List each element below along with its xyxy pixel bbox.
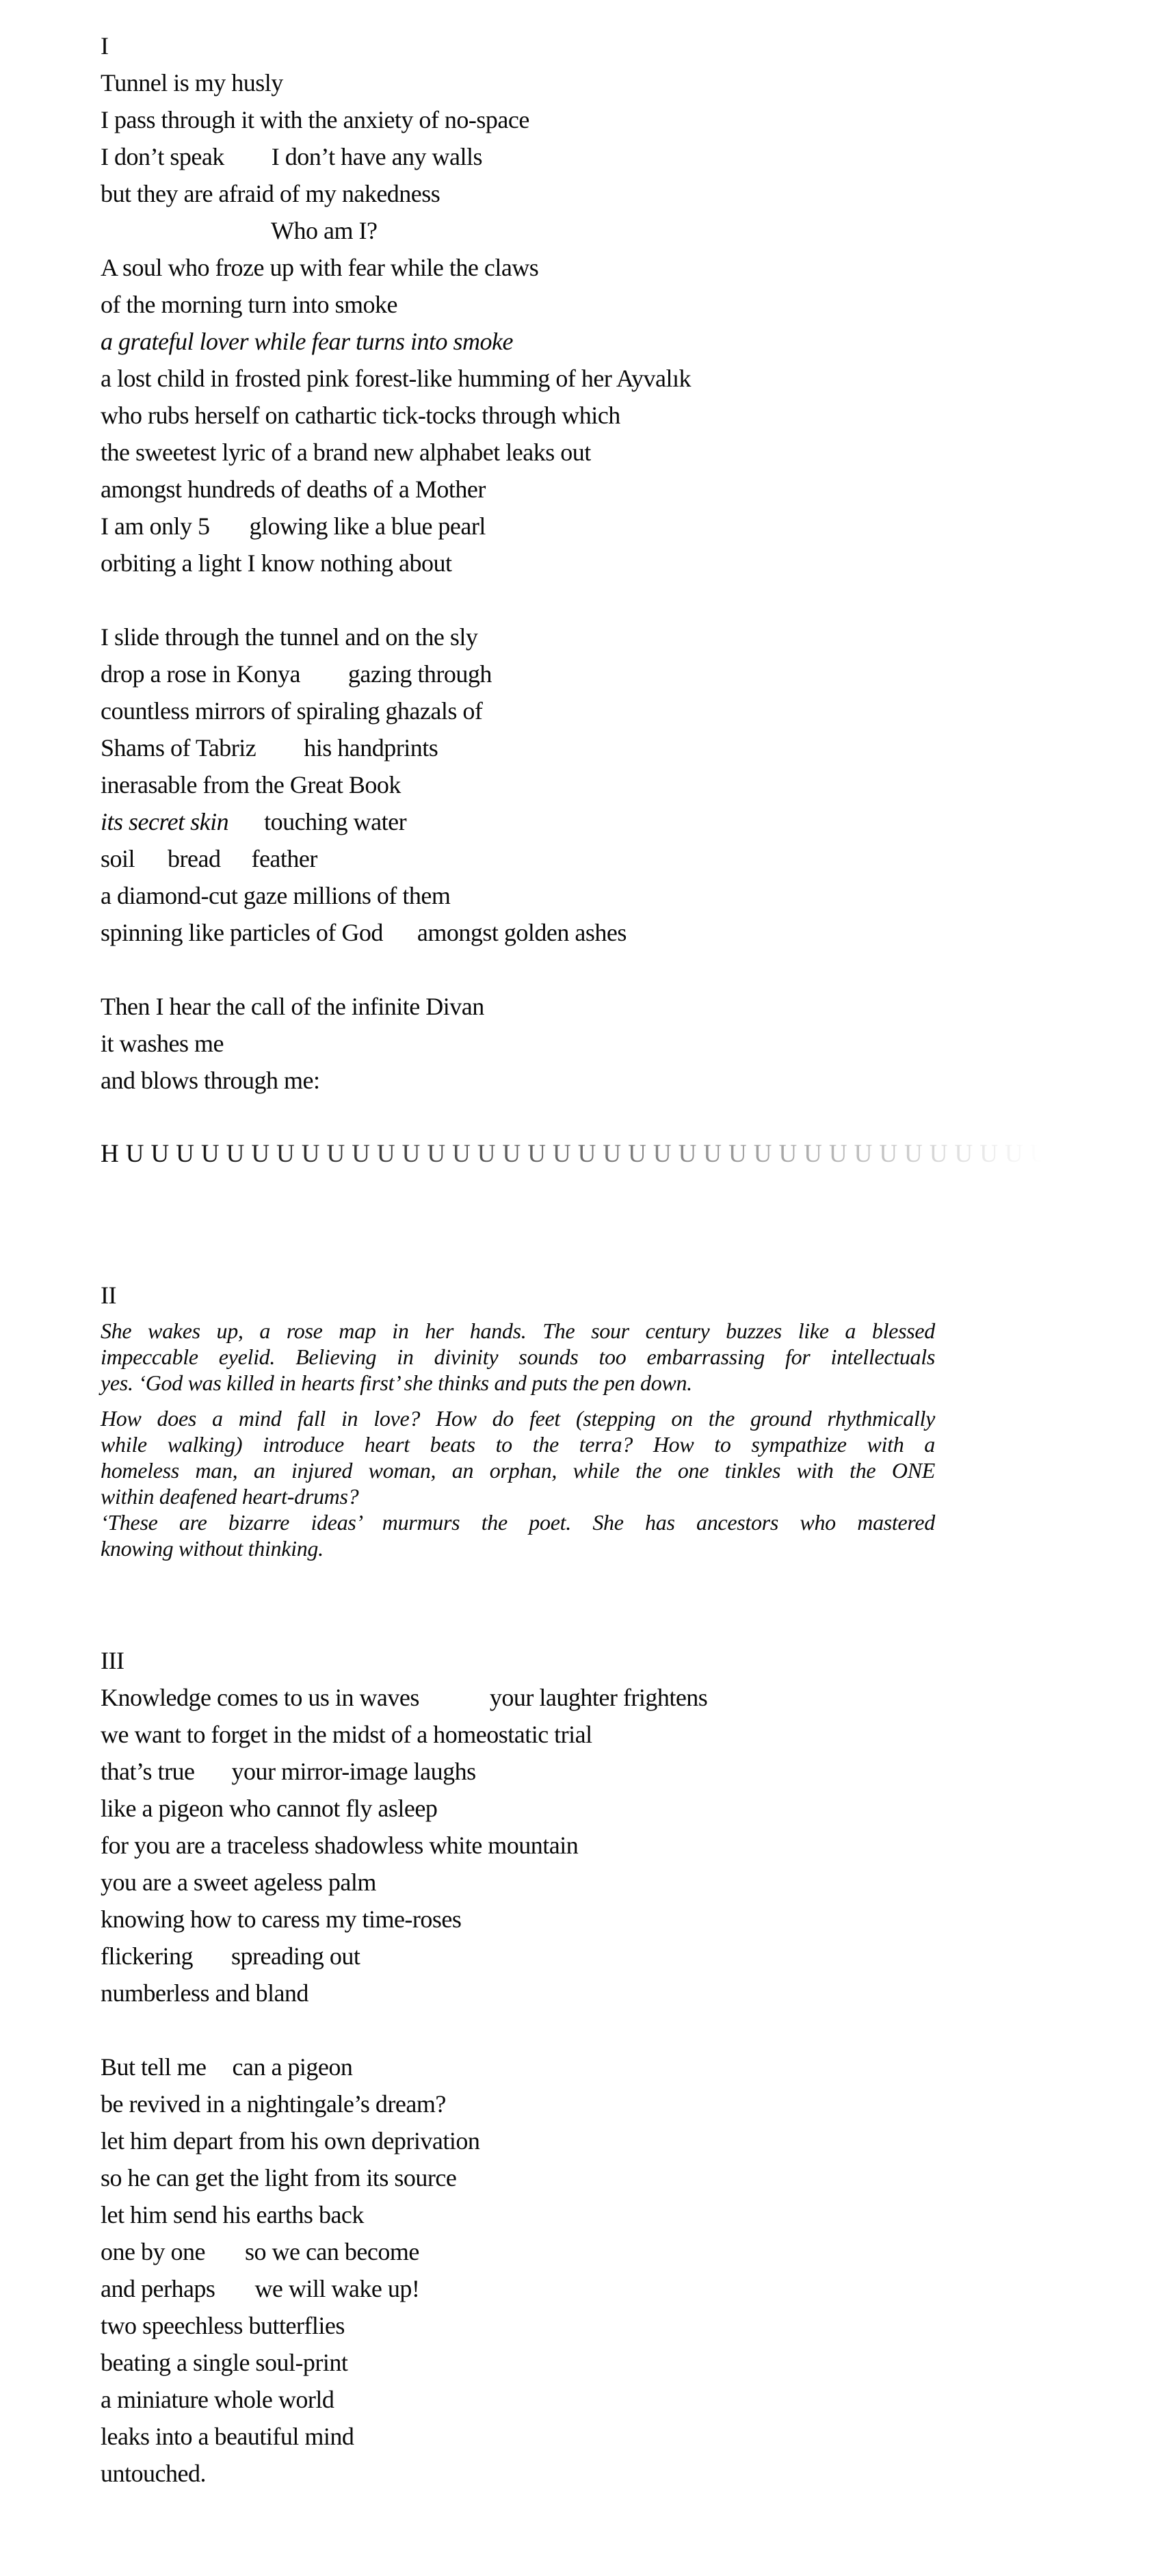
poem-line xyxy=(101,2307,1127,2344)
poem-text: spreading out xyxy=(231,1942,360,1970)
poem-text: a diamond-cut gaze millions of them xyxy=(101,882,451,909)
poem-text: countless mirrors of spiraling ghazals of xyxy=(101,697,483,725)
section-heading: II xyxy=(101,1282,116,1309)
poem-line xyxy=(101,1901,1127,1938)
poem-text: his handprints xyxy=(304,734,438,762)
gap-spacer xyxy=(215,2296,254,2297)
section-heading: III xyxy=(101,1647,124,1674)
poem-text: untouched. xyxy=(101,2460,206,2487)
poem-line xyxy=(101,1062,1127,1099)
poem-text: you are a sweet ageless palm xyxy=(101,1869,376,1896)
poem-text: flickering xyxy=(101,1942,193,1970)
poem-text: inerasable from the Great Book xyxy=(101,771,401,798)
gap-spacer xyxy=(206,2074,232,2075)
prose-line: impeccable eyelid. Believing in divinity sounds too embarrassing for intellectuals xyxy=(101,1344,935,1369)
gap-spacer xyxy=(383,940,417,941)
poem-line xyxy=(101,434,1127,471)
poem-text: let him depart from his own deprivation xyxy=(101,2127,480,2155)
prose-paragraph xyxy=(101,1405,935,1509)
poem-line xyxy=(101,655,1127,692)
poem-text: so he can get the light from its source xyxy=(101,2164,457,2191)
poem-line xyxy=(101,249,1127,286)
prose-line: She wakes up, a rose map in her hands. The sour century buzzes like a blessed xyxy=(101,1318,935,1343)
poem-text: I don’t speak xyxy=(101,143,224,170)
poem-line xyxy=(101,397,1127,434)
poem-text: like a pigeon who cannot fly asleep xyxy=(101,1795,438,1822)
gap-spacer xyxy=(101,238,271,239)
poem-text: A soul who froze up with fear while the claws xyxy=(101,254,539,281)
poem-text: but they are afraid of my nakedness xyxy=(101,180,440,207)
stanza xyxy=(101,988,1127,1099)
poem-text: and perhaps xyxy=(101,2275,215,2302)
poem-line xyxy=(101,2048,1127,2085)
poem-text: Shams of Tabriz xyxy=(101,734,256,762)
poem-line xyxy=(101,508,1127,545)
poem-line xyxy=(101,2233,1127,2270)
poem-line xyxy=(101,988,1127,1025)
prose-line: How does a mind fall in love? How do feet (stepping on the ground rhythmically xyxy=(101,1406,935,1431)
poem-line xyxy=(101,729,1127,766)
prose-line: while walking) introduce heart beats to the terra? How to sympathize with a xyxy=(101,1432,935,1457)
poem-text: a lost child in frosted pink forest-like humming of her Ayvalık xyxy=(101,365,692,392)
gap-spacer xyxy=(205,2259,245,2260)
poem-text: amongst hundreds of deaths of a Mother xyxy=(101,476,486,503)
section-heading: I xyxy=(101,32,109,60)
poem-text: Then I hear the call of the infinite Divan xyxy=(101,993,484,1020)
poem-line xyxy=(101,1864,1127,1901)
poem-line xyxy=(101,1025,1127,1062)
poem-text: drop a rose in Konya xyxy=(101,660,300,688)
poem-text: spinning like particles of God xyxy=(101,919,383,946)
poem-text: a grateful lover while fear turns into smoke xyxy=(101,328,513,355)
poem-text: bread xyxy=(168,845,221,872)
poem-line xyxy=(101,286,1127,323)
stanza xyxy=(101,2048,1127,2492)
poem-text: and blows through me: xyxy=(101,1067,320,1094)
poem-line xyxy=(101,360,1127,397)
section-II xyxy=(101,1277,1127,1561)
stanza xyxy=(101,64,1127,582)
poem-text: for you are a traceless shadowless white mountain xyxy=(101,1832,579,1859)
poem-text: we will wake up! xyxy=(254,2275,420,2302)
poem-line xyxy=(101,2418,1127,2455)
poem-line xyxy=(101,471,1127,508)
poem-line xyxy=(101,803,1127,840)
section-III xyxy=(101,1642,1127,2492)
poem-content xyxy=(101,0,1156,2492)
poem-line xyxy=(101,212,1127,249)
prose-line: within deafened heart-drums? xyxy=(101,1484,359,1509)
poem-text: Knowledge comes to us in waves xyxy=(101,1684,419,1711)
poem-line xyxy=(101,1790,1127,1827)
gap-spacer xyxy=(300,681,348,682)
poem-line xyxy=(101,2381,1127,2418)
poem-line xyxy=(101,545,1127,582)
prose-line: homeless man, an injured woman, an orphan, while the one tinkles with the ONE xyxy=(101,1458,935,1483)
gap-spacer xyxy=(224,164,272,165)
poem-line xyxy=(101,2344,1127,2381)
stanza xyxy=(101,1679,1127,2012)
poem-text: that’s true xyxy=(101,1758,195,1785)
poem-line xyxy=(101,840,1127,877)
poem-text: I am only 5 xyxy=(101,512,210,540)
poem-text: can a pigeon xyxy=(232,2053,353,2081)
poem-line xyxy=(101,1753,1127,1790)
poem-line xyxy=(101,2122,1127,2159)
prose-paragraph xyxy=(101,1509,935,1561)
poem-text: beating a single soul-print xyxy=(101,2349,348,2376)
poem-line xyxy=(101,692,1127,729)
poem-line xyxy=(101,877,1127,914)
prose-line: ‘These are bizarre ideas’ murmurs the poet. She has ancestors who mastered xyxy=(101,1510,935,1535)
prose-line: yes. ‘God was killed in hearts first’ she thinks and puts the pen down. xyxy=(101,1370,692,1395)
gap-spacer xyxy=(220,866,251,867)
poem-text: be revived in a nightingale’s dream? xyxy=(101,2090,446,2118)
poem-line xyxy=(101,1827,1127,1864)
poem-text: But tell me xyxy=(101,2053,207,2081)
poem-line xyxy=(101,2159,1127,2196)
poem-text: Who am I? xyxy=(271,217,378,244)
poem-text: knowing how to caress my time-roses xyxy=(101,1905,462,1933)
poem-line xyxy=(101,1975,1127,2012)
gap-spacer xyxy=(228,829,264,830)
prose-line: knowing without thinking. xyxy=(101,1536,324,1561)
poem-text: numberless and bland xyxy=(101,1979,308,2007)
poem-line xyxy=(101,323,1127,360)
poem-text: the sweetest lyric of a brand new alphabet leaks out xyxy=(101,439,591,466)
gap-spacer xyxy=(135,866,168,867)
poem-line xyxy=(101,1679,1127,1716)
poem-text: amongst golden ashes xyxy=(417,919,627,946)
poem-text: touching water xyxy=(264,808,407,835)
poem-text: its secret skin xyxy=(101,808,229,835)
poem-text: Tunnel is my husly xyxy=(101,69,283,96)
poem-line xyxy=(101,2455,1127,2492)
stanza xyxy=(101,619,1127,951)
poem-text: soil xyxy=(101,845,135,872)
prose-paragraph xyxy=(101,1318,935,1396)
poem-text: I pass through it with the anxiety of no-space xyxy=(101,106,529,133)
poem-line xyxy=(101,914,1127,951)
poem-text: gazing through xyxy=(347,660,492,688)
poem-line xyxy=(101,1938,1127,1975)
poem-text: leaks into a beautiful mind xyxy=(101,2423,354,2450)
gap-spacer xyxy=(194,1779,231,1780)
poem-line xyxy=(101,766,1127,803)
poem-text: your laughter frightens xyxy=(489,1684,708,1711)
poem-line xyxy=(101,2085,1127,2122)
poem-line xyxy=(101,138,1127,175)
poem-text: who rubs herself on cathartic tick-tocks through which xyxy=(101,402,620,429)
poem-text: we want to forget in the midst of a homeostatic trial xyxy=(101,1721,592,1748)
poem-text: it washes me xyxy=(101,1030,224,1057)
poem-text: glowing like a blue pearl xyxy=(249,512,486,540)
poem-line xyxy=(101,175,1127,212)
poem-line xyxy=(101,2270,1127,2307)
poem-line xyxy=(101,64,1127,101)
chant-line: HUUUUUUUUUUUUUUUUUUUUUUUUUUUUUUUUUUUUUUUUU xyxy=(101,1136,1113,1173)
poem-line xyxy=(101,1716,1127,1753)
poem-text: I don’t have any walls xyxy=(271,143,483,170)
poem-text: so we can become xyxy=(244,2238,419,2265)
poem-text: two speechless butterflies xyxy=(101,2312,345,2339)
poem-text: let him send his earths back xyxy=(101,2201,364,2228)
poem-line xyxy=(101,2196,1127,2233)
poem-text: of the morning turn into smoke xyxy=(101,291,397,318)
poem-text: I slide through the tunnel and on the sly xyxy=(101,623,478,651)
poem-line xyxy=(101,101,1127,138)
gap-spacer xyxy=(256,755,304,756)
poem-text: orbiting a light I know nothing about xyxy=(101,549,452,577)
gap-spacer xyxy=(419,1705,490,1706)
poem-text: your mirror-image laughs xyxy=(231,1758,476,1785)
poem-text: one by one xyxy=(101,2238,205,2265)
poem-text: a miniature whole world xyxy=(101,2386,334,2413)
poem-line xyxy=(101,619,1127,655)
poem-text: feather xyxy=(251,845,317,872)
section-I xyxy=(101,27,1156,1173)
